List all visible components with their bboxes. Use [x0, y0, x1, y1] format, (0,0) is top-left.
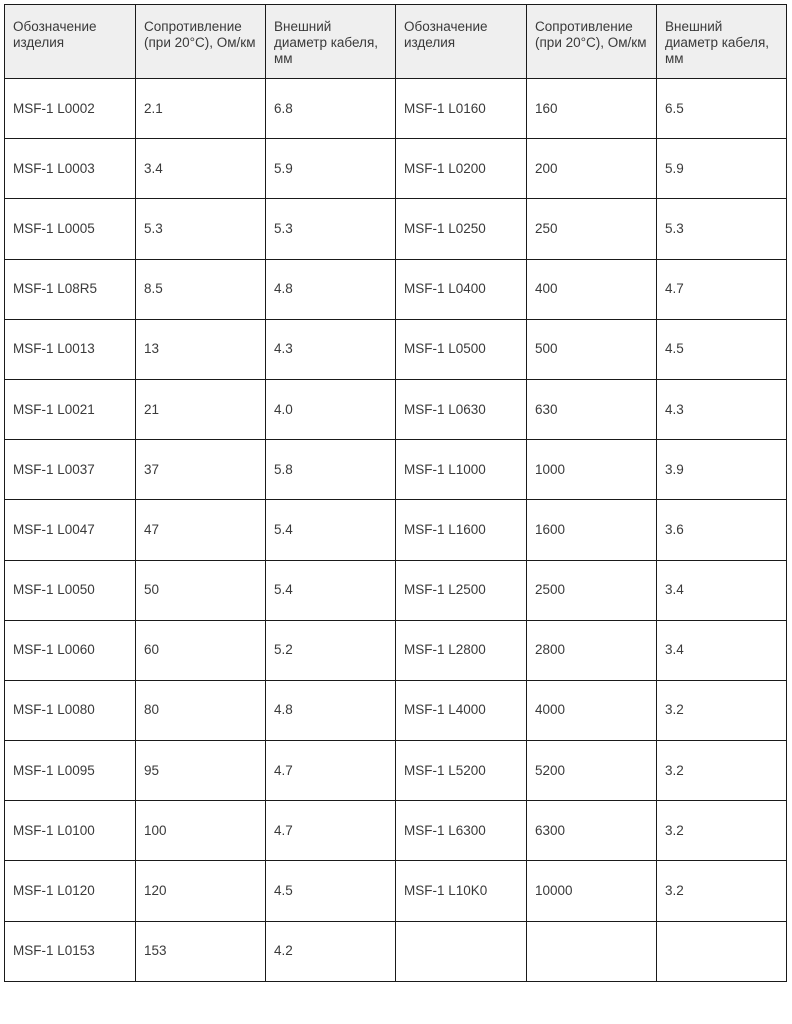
table-row [5, 79, 787, 139]
cell-resistance: 6300 [527, 801, 657, 861]
cell-designation: MSF-1 L2800 [396, 620, 527, 680]
cell-resistance: 250 [527, 199, 657, 259]
cell-diameter: 4.0 [266, 379, 396, 439]
product-table-container [4, 4, 786, 1016]
table-row [5, 259, 787, 319]
table-row [5, 199, 787, 259]
cell-diameter: 5.3 [266, 199, 396, 259]
cell-designation: MSF-1 L08R5 [5, 259, 136, 319]
cell-resistance: 4000 [527, 680, 657, 740]
cell-diameter: 4.7 [266, 801, 396, 861]
cell-designation: MSF-1 L2500 [396, 560, 527, 620]
cell-diameter: 3.6 [657, 500, 787, 560]
cell-diameter: 4.8 [266, 680, 396, 740]
cell-diameter: 3.2 [657, 741, 787, 801]
cell-designation: MSF-1 L6300 [396, 801, 527, 861]
cell-resistance: 37 [136, 440, 266, 500]
cell-diameter: 4.7 [266, 741, 396, 801]
cell-resistance: 630 [527, 379, 657, 439]
cell-resistance: 5200 [527, 741, 657, 801]
cell-diameter: 6.5 [657, 79, 787, 139]
cell-designation: MSF-1 L1000 [396, 440, 527, 500]
cell-designation: MSF-1 L0050 [5, 560, 136, 620]
cell-designation: MSF-1 L0047 [5, 500, 136, 560]
cell-diameter: 4.8 [266, 259, 396, 319]
cell-resistance: 1600 [527, 500, 657, 560]
cell-diameter: 3.9 [657, 440, 787, 500]
header-row [5, 5, 787, 79]
cell-diameter: 3.2 [657, 861, 787, 921]
cell-diameter: 4.5 [657, 319, 787, 379]
cell-designation: MSF-1 L0120 [5, 861, 136, 921]
cell-resistance: 60 [136, 620, 266, 680]
cell-designation: MSF-1 L10K0 [396, 861, 527, 921]
cell-resistance: 2.1 [136, 79, 266, 139]
cell-designation: MSF-1 L0153 [5, 921, 136, 981]
cell-resistance: 153 [136, 921, 266, 981]
cell-designation: MSF-1 L0630 [396, 379, 527, 439]
table-row [5, 741, 787, 801]
table-row [5, 861, 787, 921]
cell-designation: MSF-1 L0003 [5, 139, 136, 199]
table-row [5, 379, 787, 439]
cell-designation: MSF-1 L0500 [396, 319, 527, 379]
cell-diameter: 5.2 [266, 620, 396, 680]
cell-designation: MSF-1 L0021 [5, 379, 136, 439]
cell-designation: MSF-1 L1600 [396, 500, 527, 560]
cell-diameter: 4.3 [657, 379, 787, 439]
cell-diameter: 5.9 [266, 139, 396, 199]
cell-designation: MSF-1 L4000 [396, 680, 527, 740]
cell-designation: MSF-1 L5200 [396, 741, 527, 801]
table-header [5, 5, 787, 79]
table-row [5, 560, 787, 620]
cell-resistance: 160 [527, 79, 657, 139]
cell-resistance: 13 [136, 319, 266, 379]
table-row [5, 921, 787, 981]
cell-diameter: 5.4 [266, 500, 396, 560]
header-designation: Обозначение изделия [5, 5, 136, 79]
cell-designation: MSF-1 L0002 [5, 79, 136, 139]
table-row [5, 620, 787, 680]
cell-designation: MSF-1 L0160 [396, 79, 527, 139]
cell-resistance: 3.4 [136, 139, 266, 199]
cell-resistance: 50 [136, 560, 266, 620]
table-row [5, 319, 787, 379]
cell-resistance: 95 [136, 741, 266, 801]
header-resistance: Сопротивление (при 20°C), Ом/км [527, 5, 657, 79]
cell-designation: MSF-1 L0060 [5, 620, 136, 680]
cell-designation: MSF-1 L0200 [396, 139, 527, 199]
cell-resistance: 200 [527, 139, 657, 199]
cell-designation: MSF-1 L0095 [5, 741, 136, 801]
cell-resistance: 120 [136, 861, 266, 921]
cell-diameter: 5.3 [657, 199, 787, 259]
cell-diameter [657, 921, 787, 981]
cell-diameter: 3.4 [657, 560, 787, 620]
cell-diameter: 3.2 [657, 801, 787, 861]
cell-resistance: 500 [527, 319, 657, 379]
header-designation: Обозначение изделия [396, 5, 527, 79]
cell-resistance: 2500 [527, 560, 657, 620]
cell-resistance: 47 [136, 500, 266, 560]
cell-designation: MSF-1 L0250 [396, 199, 527, 259]
cell-designation: MSF-1 L0037 [5, 440, 136, 500]
cell-resistance: 2800 [527, 620, 657, 680]
cell-designation: MSF-1 L0005 [5, 199, 136, 259]
table-row [5, 801, 787, 861]
table-row [5, 680, 787, 740]
cell-resistance: 100 [136, 801, 266, 861]
cell-designation: MSF-1 L0080 [5, 680, 136, 740]
cell-resistance: 80 [136, 680, 266, 740]
cell-diameter: 3.4 [657, 620, 787, 680]
header-diameter: Внешний диаметр кабеля, мм [657, 5, 787, 79]
cell-designation: MSF-1 L0013 [5, 319, 136, 379]
header-diameter: Внешний диаметр кабеля, мм [266, 5, 396, 79]
cell-resistance: 400 [527, 259, 657, 319]
table-body [5, 79, 787, 982]
cell-diameter: 6.8 [266, 79, 396, 139]
cell-diameter: 4.3 [266, 319, 396, 379]
cell-diameter: 5.8 [266, 440, 396, 500]
table-row [5, 139, 787, 199]
cell-diameter: 4.5 [266, 861, 396, 921]
cell-resistance: 10000 [527, 861, 657, 921]
cell-resistance: 21 [136, 379, 266, 439]
product-spec-table [4, 4, 787, 982]
cell-diameter: 5.4 [266, 560, 396, 620]
cell-diameter: 3.2 [657, 680, 787, 740]
cell-diameter: 4.7 [657, 259, 787, 319]
cell-resistance: 5.3 [136, 199, 266, 259]
cell-resistance: 8.5 [136, 259, 266, 319]
cell-designation: MSF-1 L0400 [396, 259, 527, 319]
header-resistance: Сопротивление (при 20°C), Ом/км [136, 5, 266, 79]
table-row [5, 500, 787, 560]
cell-diameter: 5.9 [657, 139, 787, 199]
table-row [5, 440, 787, 500]
cell-designation [396, 921, 527, 981]
cell-resistance: 1000 [527, 440, 657, 500]
cell-diameter: 4.2 [266, 921, 396, 981]
cell-resistance [527, 921, 657, 981]
cell-designation: MSF-1 L0100 [5, 801, 136, 861]
